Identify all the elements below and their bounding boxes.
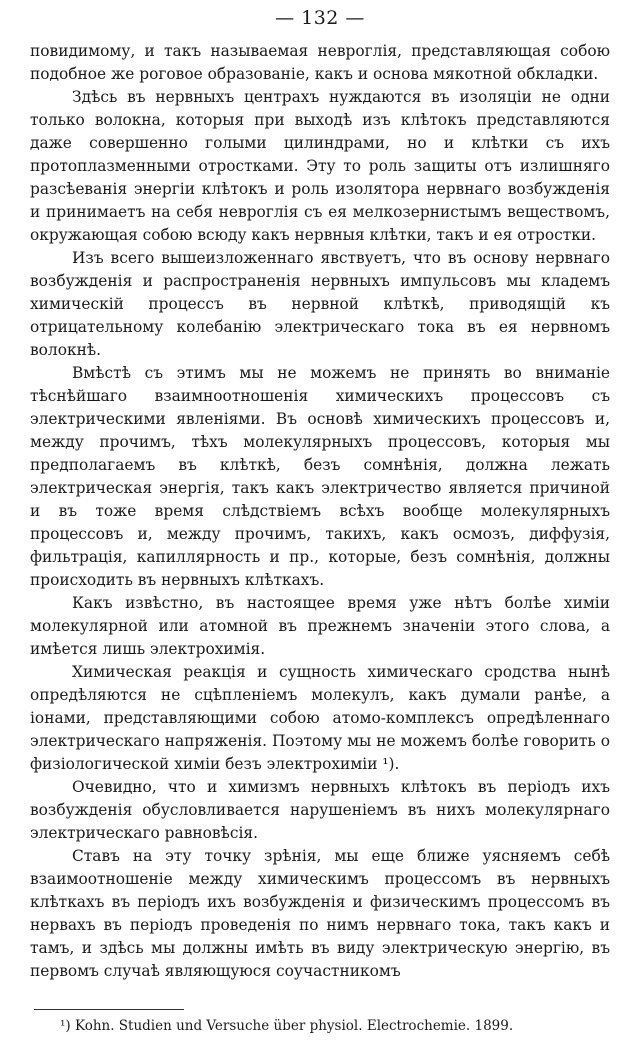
paragraph-4: Вмѣстѣ съ этимъ мы не можемъ не принять во вниманіе тѣснѣйшаго взаимноотношенія химическихъ процессовъ съ электрическими явленіями. Въ основѣ химическихъ процессовъ и, между прочимъ, тѣхъ молекулярныхъ процессовъ, которыя мы предполагаемъ въ клѣткѣ, безъ сомнѣнія, должна лежать электрическая энергія, такъ какъ электричество является причиной и въ тоже время слѣдствіемъ всѣхъ вообще молекулярныхъ процессовъ и, между прочимъ, такихъ, какъ осмозъ, диффузія, фильтрація, капиллярность и пр., которые, безъ сомнѣнія, должны происходить въ нервныхъ клѣткахъ. bbox=[30, 364, 610, 589]
page-number: — 132 — bbox=[275, 7, 365, 29]
paragraph-2: Здѣсь въ нервныхъ центрахъ нуждаются въ изоляціи не одни только волокна, которыя при выходѣ изъ клѣтокъ представляются даже совершенно голыми цилиндрами, но и клѣтки съ ихъ протоплазменными отростками. Эту то роль защиты отъ излишняго разсѣеванія энергіи клѣтокъ и роль изолятора нервнаго возбужденія и принимаетъ на себя невроглія съ ея мелкозернистымъ веществомъ, окружающая собою всюду какъ нервныя клѣтки, такъ и ея отростки. bbox=[30, 88, 610, 244]
paragraph-6: Химическая реакція и сущность химическаго сродства нынѣ опредѣляются не сцѣпленіемъ молекулъ, какъ думали ранѣе, а іонами, представляющими собою атомо-комплексъ опредѣленнаго электрическаго напряженія. Поэтому мы не можемъ болѣе говорить о физіологической химіи безъ электрохиміи ¹). bbox=[30, 663, 610, 773]
footnote-divider bbox=[34, 1009, 184, 1010]
footnote: ¹) Kohn. Studien und Versuche über physiol. Electrochemie. 1899. bbox=[60, 1018, 514, 1034]
body-text bbox=[30, 40, 610, 983]
paragraph-7: Очевидно, что и химизмъ нервныхъ клѣтокъ въ періодъ ихъ возбужденія обусловливается нарушеніемъ въ нихъ молекулярнаго электрическаго равновѣсія. bbox=[30, 778, 610, 842]
paragraph-5: Какъ извѣстно, въ настоящее время уже нѣтъ болѣе химіи молекулярной или атомной въ прежнемъ значеніи этого слова, а имѣется лишь электрохимія. bbox=[30, 594, 610, 658]
paragraph-8: Ставъ на эту точку зрѣнія, мы еще ближе уясняемъ себѣ взаимоотношеніе между химическимъ процессомъ въ нервныхъ клѣткахъ въ періодъ ихъ возбужденія и физическимъ процессомъ въ нервахъ въ періодъ проведенія по нимъ нервнаго тока, такъ какъ и тамъ, и здѣсь мы должны имѣть въ виду электрическую энергію, въ первомъ случаѣ являющуюся соучастникомъ bbox=[30, 847, 610, 980]
paragraph-1: повидимому, и такъ называемая невроглія, представляющая собою подобное же роговое образованіе, какъ и основа мякотной обкладки. bbox=[30, 42, 610, 83]
book-page bbox=[30, 4, 610, 1054]
paragraph-3: Изъ всего вышеизложеннаго явствуетъ, что въ основу нервнаго возбужденія и распространенія нервныхъ импульсовъ мы кладемъ химическій процессъ въ нервной клѣткѣ, приводящій къ отрицательному колебанію электрическаго тока въ ея нервномъ волокнѣ. bbox=[30, 249, 610, 359]
